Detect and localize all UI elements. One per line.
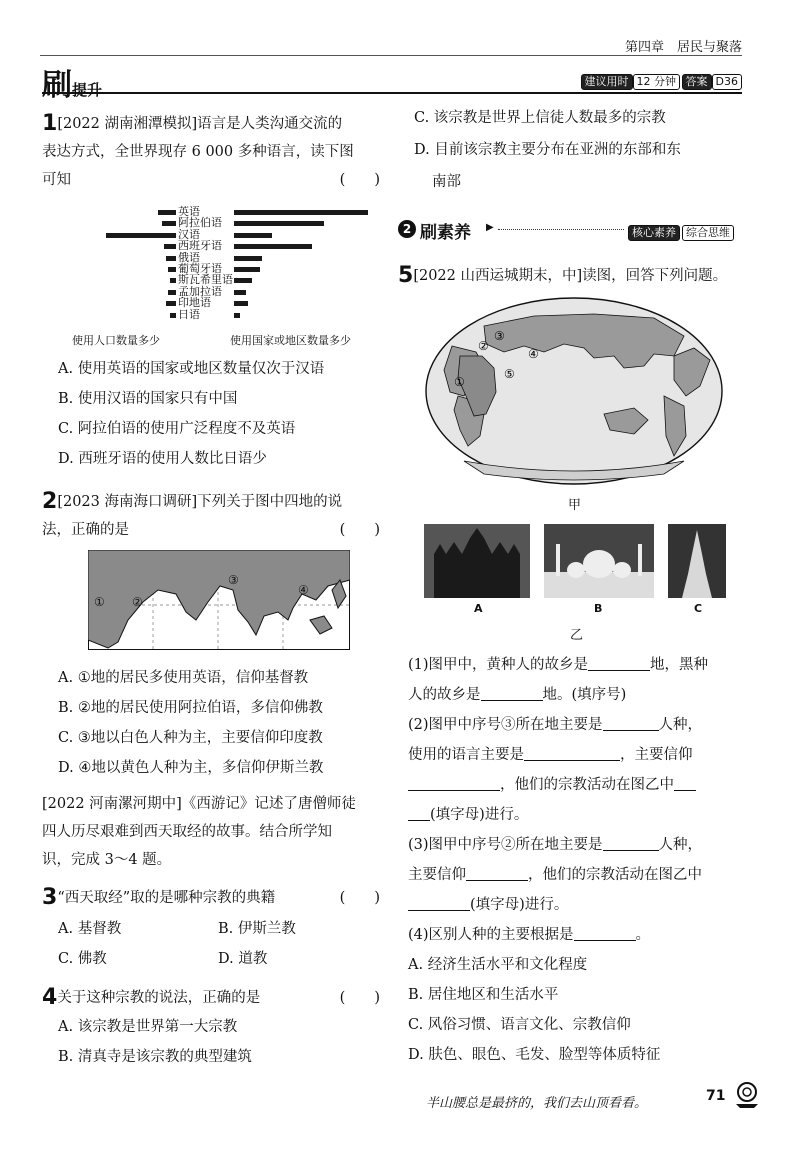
page-number: 71 (706, 1088, 726, 1104)
sub4-end: 。 (635, 927, 651, 943)
suggest-value: 12 分钟 (633, 74, 681, 90)
q3-option-c[interactable]: C. 佛教 (58, 951, 107, 967)
q3-number: 3 (42, 885, 58, 910)
chart-bar-population-0 (158, 210, 176, 215)
sub2-blank-2[interactable] (524, 744, 620, 761)
sub2-blank-1[interactable] (603, 714, 659, 731)
intro-line1: [2022 河南漯河期中]《西游记》记述了唐僧师徒 (42, 796, 356, 812)
q4-option-a[interactable]: A. 该宗教是世界第一大宗教 (58, 1019, 238, 1035)
chart-label-5: 葡萄牙语 (178, 262, 222, 275)
sub4-blank[interactable] (574, 924, 636, 941)
q4-option-d-cont: 南部 (432, 174, 461, 190)
chart-label-1: 阿拉伯语 (178, 216, 222, 230)
chart-bar-population-5 (168, 267, 176, 272)
q2-line2: 法，正确的是 (42, 522, 129, 538)
q1-line2: 表达方式，全世界现存 6 000 多种语言，读下图 (42, 144, 354, 160)
chart-label-3: 西班牙语 (178, 239, 222, 253)
q3-text: “西天取经”取的是哪种宗教的典籍 (57, 890, 276, 906)
world-map (424, 296, 724, 486)
language-chart (70, 204, 370, 349)
sub3-blank-2[interactable] (466, 864, 528, 881)
q2-option-c[interactable]: C. ③地以白色人种为主，主要信仰印度教 (58, 730, 323, 746)
logo-small: 提升 (72, 81, 103, 99)
q4-option-d[interactable]: D. 目前该宗教主要分布在亚洲的东部和东 (414, 142, 681, 158)
q3-stem (42, 884, 380, 912)
chart-bar-population-3 (164, 244, 176, 249)
q1-option-d[interactable]: D. 西班牙语的使用人数比日语少 (58, 451, 267, 467)
suggest-label: 建议用时 (581, 74, 633, 90)
sub4-text: (4)区别人种的主要根据是 (408, 927, 574, 943)
q4-option-c[interactable]: C. 该宗教是世界上信徒人数最多的宗教 (414, 110, 666, 126)
chart-bar-countries-2 (234, 233, 272, 238)
q4-answer-paren: ( ) (339, 990, 380, 1006)
sub2-part-d: ，主要信仰 (620, 747, 693, 763)
sub3-part-a: (3)图甲中序号②所在地主要是 (408, 837, 603, 853)
sub1-part-c: 人的故乡是 (408, 687, 481, 703)
photo-label-a: A (474, 602, 483, 615)
answer-value: D36 (712, 74, 742, 90)
sub2-blank-4[interactable] (674, 774, 696, 791)
q5-option-a[interactable]: A. 经济生活水平和文化程度 (408, 957, 588, 973)
sub3-part-c: 主要信仰 (408, 867, 466, 883)
q2-stem (42, 488, 380, 544)
chart-xlabel-left: 使用人口数量多少 (72, 334, 160, 347)
chart-bar-countries-8 (234, 301, 248, 306)
world-map-label-4: ④ (528, 347, 539, 361)
q5-stem (398, 262, 727, 290)
chart-label-6: 斯瓦希里语 (178, 273, 233, 287)
q1-answer-paren: ( ) (339, 172, 380, 188)
q5-option-b[interactable]: B. 居住地区和生活水平 (408, 987, 559, 1003)
sub2-blank-5[interactable] (408, 804, 430, 821)
chart-xlabel-right: 使用国家或地区数量多少 (230, 334, 351, 347)
chart-bar-population-1 (162, 221, 176, 226)
logo-underline (42, 92, 742, 94)
section2-tag1: 核心素养 (628, 225, 680, 241)
sub2-blank-3[interactable] (408, 774, 500, 791)
q3-option-d[interactable]: D. 道教 (218, 951, 268, 967)
footer-motto: 半山腰总是最挤的，我们去山顶看看。 (426, 1096, 648, 1111)
q1-stem (42, 110, 380, 194)
chart-bar-population-2 (106, 233, 176, 238)
chart-bar-population-8 (166, 301, 176, 306)
q1-line3: 可知 (42, 172, 71, 188)
q2-map-label-1: ① (94, 595, 105, 609)
intro-line3: 识，完成 3～4 题。 (42, 852, 172, 868)
photo-label-c: C (694, 602, 703, 615)
q1-option-c[interactable]: C. 阿拉伯语的使用广泛程度不及英语 (58, 421, 296, 437)
section2-tag2: 综合思维 (682, 225, 734, 241)
sub3-blank-3[interactable] (408, 894, 470, 911)
q5-option-d[interactable]: D. 肤色、眼色、毛发、脸型等体质特征 (408, 1047, 661, 1063)
photo-label-b: B (594, 602, 603, 615)
sub3-part-b: 人种， (658, 837, 703, 853)
sub2-part-f: (填字母)进行。 (430, 807, 529, 823)
chart-bar-countries-0 (234, 210, 368, 215)
q5-number: 5 (398, 263, 414, 288)
section2-title: 刷素养 (420, 223, 471, 243)
sub2-part-e: ，他们的宗教活动在图乙中 (500, 777, 674, 793)
world-map-label-1: ① (454, 375, 465, 389)
section-logo (42, 60, 102, 104)
sub2-part-a: (2)图甲中序号③所在地主要是 (408, 717, 603, 733)
mascot-icon (732, 1080, 762, 1110)
chart-bar-countries-4 (234, 256, 262, 261)
time-badge (581, 70, 681, 90)
sub1-part-a: (1)图甲中，黄种人的故乡是 (408, 657, 589, 673)
intro-line2: 四人历尽艰难到西天取经的故事。结合所学知 (42, 824, 332, 840)
chart-bar-population-4 (166, 256, 176, 261)
q1-option-b[interactable]: B. 使用汉语的国家只有中国 (58, 391, 238, 407)
sub1-part-d: 地。(填序号) (542, 687, 627, 703)
q2-options (58, 663, 323, 783)
chart-bar-population-7 (168, 290, 176, 295)
q2-option-d[interactable]: D. ④地以黄色人种为主，多信仰伊斯兰教 (58, 760, 324, 776)
chart-bar-countries-5 (234, 267, 260, 272)
q1-line1: [2022 湖南湘潭模拟]语言是人类沟通交流的 (57, 116, 343, 132)
sub3-part-e: (填字母)进行。 (470, 897, 569, 913)
q3-option-b[interactable]: B. 伊斯兰教 (218, 921, 296, 937)
q2-option-b[interactable]: B. ②地的居民使用阿拉伯语，多信仰佛教 (58, 700, 323, 716)
chart-bar-countries-6 (234, 278, 252, 283)
q3-options (58, 914, 378, 974)
photo-b-mosque (544, 524, 654, 598)
chart-label-4: 俄语 (178, 250, 200, 264)
chart-bar-countries-1 (234, 221, 324, 226)
sub3-blank-1[interactable] (603, 834, 659, 851)
photos-caption: 乙 (570, 628, 584, 643)
world-map-label-3: ③ (494, 329, 505, 343)
q2-map-label-2: ② (132, 595, 143, 609)
chart-label-7: 孟加拉语 (178, 284, 222, 298)
q1-options (58, 354, 324, 474)
q4-options-left (58, 1012, 252, 1072)
chart-bar-countries-3 (234, 244, 312, 249)
q5-option-c[interactable]: C. 风俗习惯、语言文化、宗教信仰 (408, 1017, 631, 1033)
section2-dotted-rule (498, 229, 624, 230)
q3-option-a[interactable]: A. 基督教 (58, 921, 122, 937)
q4-option-b[interactable]: B. 清真寺是该宗教的典型建筑 (58, 1049, 252, 1065)
chart-bar-countries-7 (234, 290, 246, 295)
q5-subquestions (408, 650, 734, 1070)
sub1-blank-2[interactable] (481, 684, 543, 701)
answer-label: 答案 (682, 74, 712, 90)
q5-text: [2022 山西运城期末，中]读图，回答下列问题。 (413, 268, 728, 284)
sub3-part-d: ，他们的宗教活动在图乙中 (528, 867, 702, 883)
chart-label-0: 英语 (178, 205, 200, 218)
header-rule (40, 55, 742, 56)
q1-option-a[interactable]: A. 使用英语的国家或地区数量仅次于汉语 (58, 361, 325, 377)
section2-icon: 2 (398, 220, 416, 238)
sub1-blank-1[interactable] (588, 654, 650, 671)
q2-map (88, 550, 350, 650)
world-map-label-5: ⑤ (504, 367, 515, 381)
sub2-part-c: 使用的语言主要是 (408, 747, 524, 763)
q2-line1: [2023 海南海口调研]下列关于图中四地的说 (57, 494, 343, 510)
answer-badge (682, 70, 742, 90)
logo-big: 刷 (42, 68, 72, 103)
chart-label-9: 日语 (178, 307, 200, 321)
q2-number: 2 (42, 489, 58, 514)
world-map-caption: 甲 (568, 498, 582, 513)
q2-option-a[interactable]: A. ①地的居民多使用英语，信仰基督教 (58, 670, 309, 686)
chart-bar-population-9 (170, 313, 176, 318)
q4-stem (42, 984, 380, 1012)
sub1-part-b: 地，黑种 (650, 657, 709, 673)
chart-bar-population-6 (170, 278, 176, 283)
world-map-label-2: ② (478, 339, 489, 353)
section2-arrow-icon: ▶ (486, 222, 494, 233)
photo-a-cathedral (424, 524, 530, 598)
intro-q3-4 (42, 790, 356, 874)
photo-c-pagoda (668, 524, 726, 598)
chapter-title: 第四章 居民与聚落 (624, 40, 742, 55)
q2-map-label-3: ③ (228, 573, 239, 587)
q3-answer-paren: ( ) (339, 890, 380, 906)
q4-text: 关于这种宗教的说法，正确的是 (57, 990, 261, 1006)
q2-map-label-4: ④ (298, 583, 309, 597)
q4-number: 4 (42, 985, 58, 1010)
q2-answer-paren: ( ) (339, 522, 380, 538)
chart-bar-countries-9 (234, 313, 240, 318)
q1-number: 1 (42, 111, 58, 136)
q4-options-right (414, 102, 681, 198)
section2-header (398, 218, 734, 242)
chart-label-8: 印地语 (178, 296, 211, 310)
chart-label-2: 汉语 (178, 227, 200, 241)
sub2-part-b: 人种， (658, 717, 703, 733)
